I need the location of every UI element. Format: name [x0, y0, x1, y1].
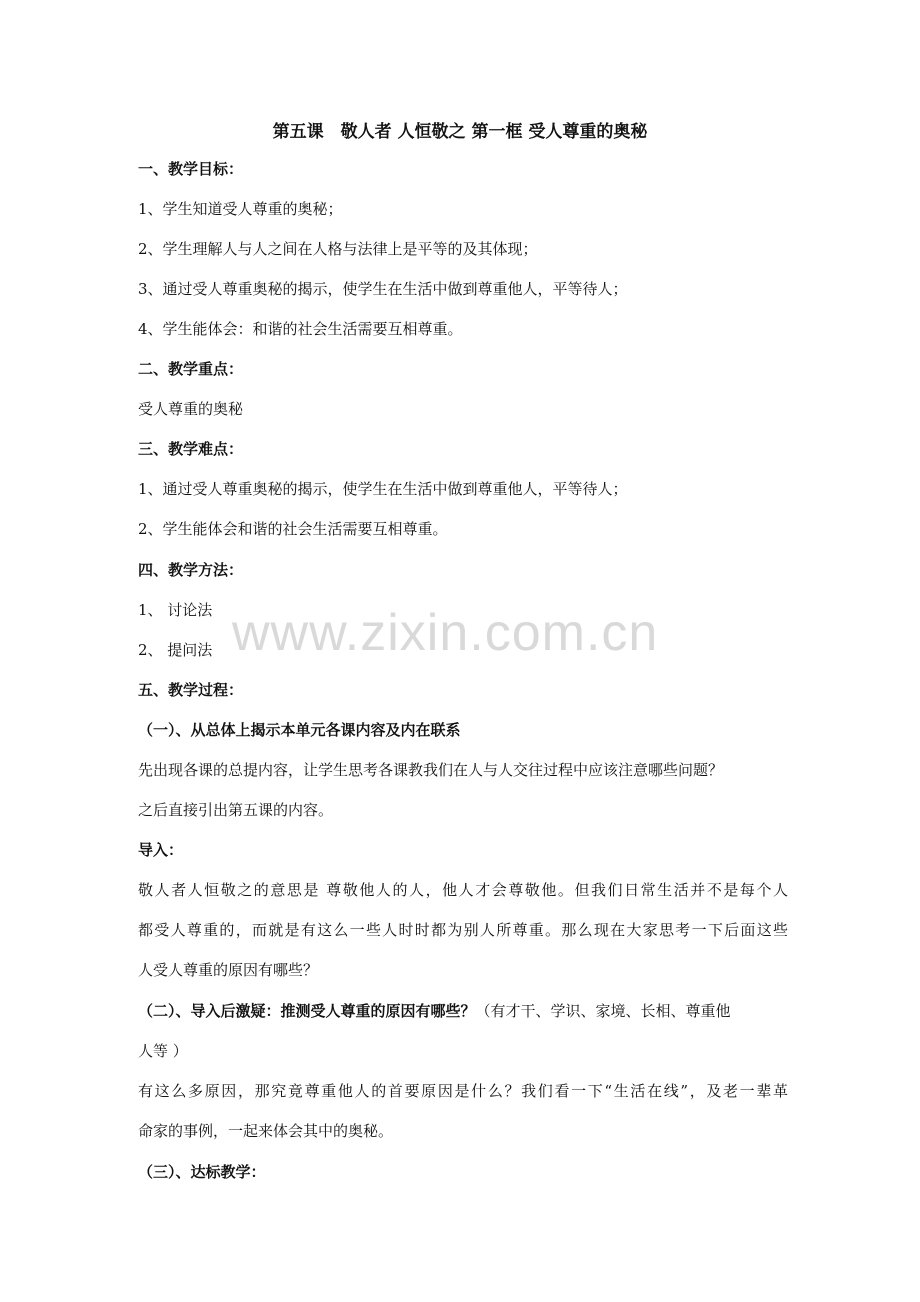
- body-line: 1、 讨论法: [138, 601, 213, 619]
- body-line: 命家的事例，一起来体会其中的奥秘。: [138, 1122, 394, 1140]
- body-line: 2、 提问法: [138, 641, 213, 659]
- body-line: 先出现各课的总提内容，让学生思考各课教我们在人与人交往过程中应该注意哪些问题？: [138, 761, 724, 779]
- section-heading: 五、教学过程：: [138, 681, 244, 699]
- body-line: 3、通过受人尊重奥秘的揭示，使学生在生活中做到尊重他人，平等待人；: [138, 280, 628, 298]
- body-line: 之后直接引出第五课的内容。: [138, 801, 334, 819]
- body-line: 敬人者人恒敬之的意思是 尊敬他人的人，他人才会尊敬他。但我们日常生活并不是每个人: [138, 881, 788, 899]
- document-title: 第五课 敬人者 人恒敬之 第一框 受人尊重的奥秘: [272, 122, 648, 142]
- mixed-line: [138, 1000, 788, 1022]
- watermark: www.zixin.com.cn: [232, 604, 659, 662]
- body-line: 受人尊重的奥秘: [138, 400, 244, 418]
- body-line: 都受人尊重的，而就是有这么一些人时时都为别人所尊重。那么现在大家思考一下后面这些: [138, 921, 788, 939]
- section-heading: 三、教学难点：: [138, 440, 244, 458]
- subsection-heading: （三）、达标教学：: [138, 1163, 266, 1181]
- body-line: 1、学生知道受人尊重的奥秘；: [138, 200, 343, 218]
- section-heading: 二、教学重点：: [138, 360, 244, 378]
- body-line: 人等 ）: [138, 1042, 188, 1060]
- body-text-tail: （有才干、学识、家境、长相、尊重他: [475, 1002, 731, 1020]
- section-heading: 导入：: [138, 841, 184, 859]
- body-line: 1、通过受人尊重奥秘的揭示，使学生在生活中做到尊重他人，平等待人；: [138, 480, 628, 498]
- section-heading: 四、教学方法：: [138, 561, 244, 579]
- subsection-heading: （二）、导入后激疑：推测受人尊重的原因有哪些？: [138, 1002, 476, 1020]
- subsection-heading: （一）、从总体上揭示本单元各课内容及内在联系: [138, 721, 461, 739]
- body-line: 4、学生能体会：和谐的社会生活需要互相尊重。: [138, 320, 463, 338]
- section-heading: 一、教学目标：: [138, 160, 244, 178]
- body-line: 2、学生能体会和谐的社会生活需要互相尊重。: [138, 520, 448, 538]
- body-line: 有这么多原因，那究竟尊重他人的首要原因是什么？我们看一下“生活在线”，及老一辈革: [138, 1082, 788, 1100]
- body-line: 人受人尊重的原因有哪些？: [138, 961, 319, 979]
- body-line: 2、学生理解人与人之间在人格与法律上是平等的及其体现；: [138, 240, 538, 258]
